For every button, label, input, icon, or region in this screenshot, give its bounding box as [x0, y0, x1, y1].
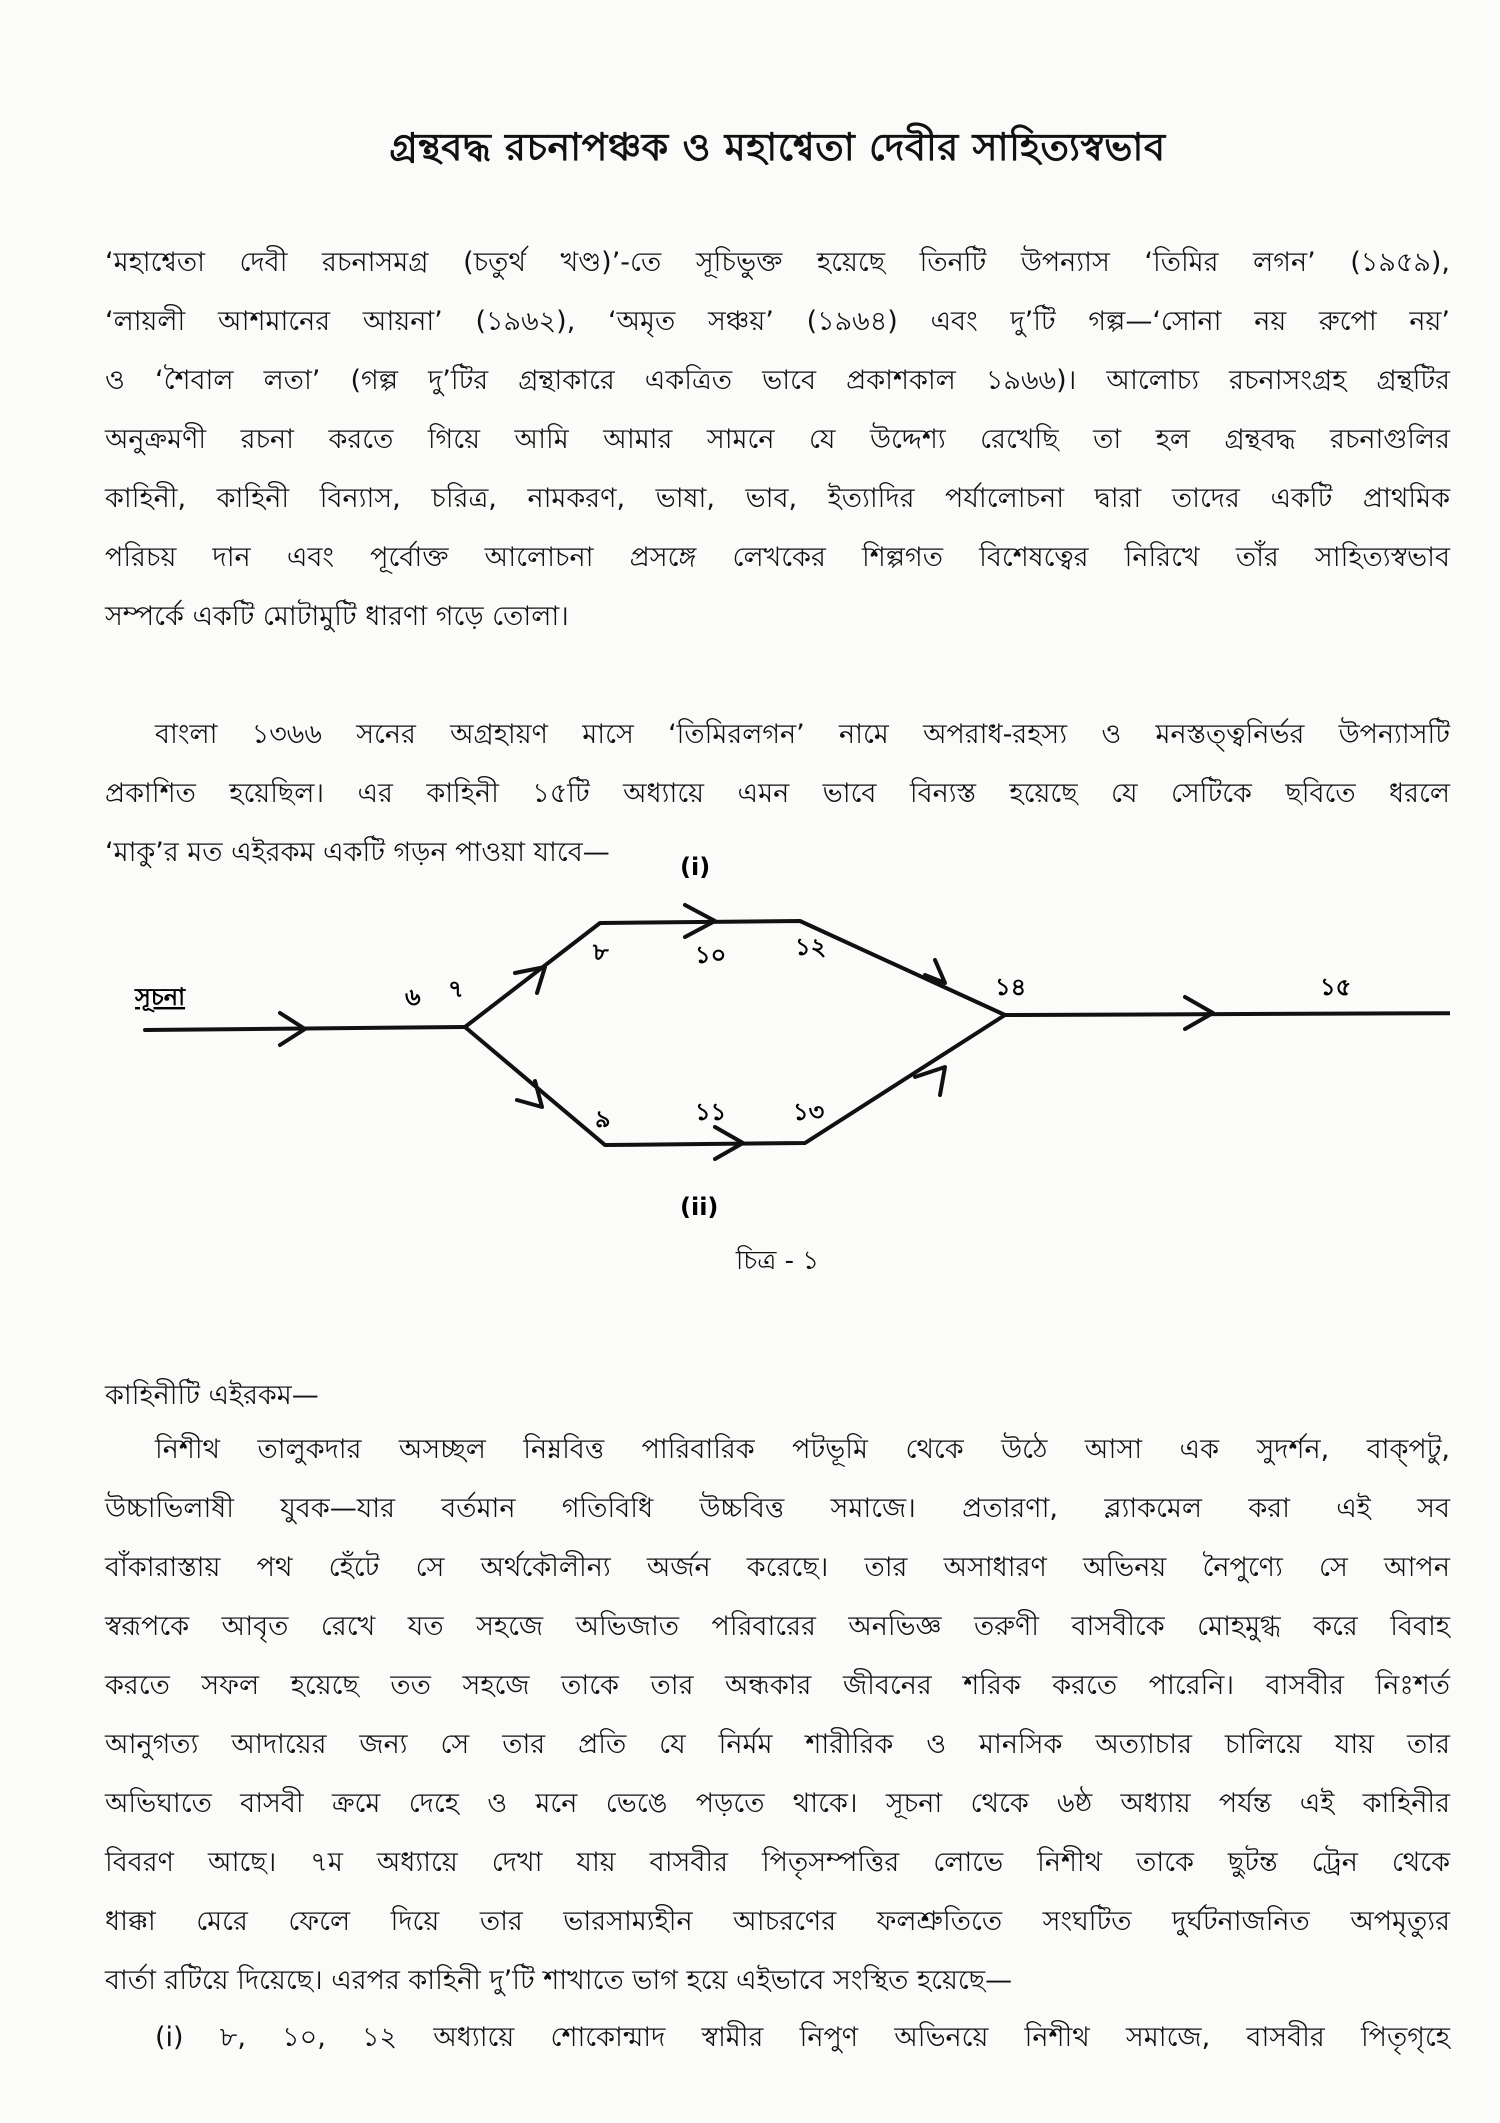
text-line: বাংলা ১৩৬৬ সনের অগ্রহায়ণ মাসে ‘তিমিরলগন’ নামে অপরাধ-রহস্য ও মনস্তত্ত্বনির্ভর উপন্যাসটি [155, 719, 1450, 750]
text-line: সম্পর্কে একটি মোটামুটি ধারণা গড়ে তোলা। [105, 601, 569, 632]
text-line: স্বরূপকে আবৃত রেখে যত সহজে অভিজাত পরিবারের অনভিজ্ঞ তরুণী বাসবীকে মোহমুগ্ধ করে বিবাহ [105, 1611, 1450, 1642]
edge-end [1005, 1013, 1450, 1015]
text-line: করতে সফল হয়েছে তত সহজে তাকে তার অন্ধকার জীবনের শরিক করতে পারেনি। বাসবীর নিঃশর্ত [105, 1670, 1450, 1701]
node-7: ৭ [448, 975, 464, 1003]
text-line: ‘মহাশ্বেতা দেবী রচনাসমগ্র (চতুর্থ খণ্ড)’-তে সূচিভুক্ত হয়েছে তিনটি উপন্যাস ‘তিমির লগন’ (১৯৫৯), [105, 247, 1450, 278]
text-line: বিবরণ আছে। ৭ম অধ্যায়ে দেখা যায় বাসবীর পিতৃসম্পত্তির লোভে নিশীথ তাকে ছুটন্ত ট্রেন থেকে [105, 1847, 1450, 1878]
text-line: আনুগত্য আদায়ের জন্য সে তার প্রতি যে নির্মম শারীরিক ও মানসিক অত্যাচার চালিয়ে যায় তার [105, 1729, 1450, 1760]
paragraph-branch-i [105, 2008, 1450, 2067]
text-line: বার্তা রটিয়ে দিয়েছে। এরপর কাহিনী দু’টি শাখাতে ভাগ হয়ে এইভাবে সংস্থিত হয়েছে— [105, 1965, 1013, 1996]
text-line: বাঁকারাস্তায় পথ হেঁটে সে অর্থকৌলীন্য অর্জন করেছে। তার অসাধারণ অভিনয় নৈপুণ্যে সে আপন [105, 1552, 1450, 1583]
text-line: ও ‘শৈবাল লতা’ (গল্প দু’টির গ্রন্থাকারে একত্রিত ভাবে প্রকাশকাল ১৯৬৬)। আলোচ্য রচনাসংগ্রহ গ্রন্থটির [105, 365, 1450, 396]
paragraph-intro [105, 233, 1450, 646]
arrow-icon [517, 1081, 542, 1107]
node-12: ১২ [795, 933, 827, 961]
text-line: (i) ৮, ১০, ১২ অধ্যায়ে শোকোন্মাদ স্বামীর নিপুণ অভিনয়ে নিশীথ সমাজে, বাসবীর পিতৃগৃহে [155, 2022, 1450, 2053]
text-line: অভিঘাতে বাসবী ক্রমে দেহে ও মনে ভেঙে পড়তে থাকে। সূচনা থেকে ৬ষ্ঠ অধ্যায় পর্যন্ত এই কাহিনীর [105, 1788, 1450, 1819]
node-15: ১৫ [1320, 973, 1352, 1001]
story-subheading: কাহিনীটি এইরকম— [105, 1380, 319, 1411]
text-line: ‘মাকু’র মত এইরকম একটি গড়ন পাওয়া যাবে— [105, 837, 610, 868]
text-line: নিশীথ তালুকদার অসচ্ছল নিম্নবিত্ত পারিবারিক পটভূমি থেকে উঠে আসা এক সুদর্শন, বাক্‌পটু, [155, 1434, 1450, 1465]
chapter-structure-diagram [105, 845, 1450, 1225]
node-13: ১৩ [793, 1098, 825, 1126]
node-9: ৯ [595, 1105, 611, 1133]
node-14: ১৪ [995, 973, 1027, 1001]
text-line: ‘লায়লী আশমানের আয়না’ (১৯৬২), ‘অমৃত সঞ্চয়’ (১৯৬৪) এবং দু’টি গল্প—‘সোনা নয় রুপো নয়’ [105, 306, 1450, 337]
branch-upper-label: (i) [680, 853, 711, 881]
diagram-start-label: সূচনা [135, 983, 186, 1011]
text-line: উচ্চাভিলাষী যুবক—যার বর্তমান গতিবিধি উচ্চবিত্ত সমাজে। প্রতারণা, ব্ল্যাকমেল করা এই সব [105, 1493, 1450, 1524]
branch-lower-label: (ii) [680, 1193, 719, 1221]
text-line: পরিচয় দান এবং পূর্বোক্ত আলোচনা প্রসঙ্গে লেখকের শিল্পগত বিশেষত্বের নিরিখে তাঁর সাহিত্যস্বভাব [105, 542, 1450, 573]
edge-lower-branch [465, 1015, 1005, 1145]
text-line: কাহিনী, কাহিনী বিন্যাস, চরিত্র, নামকরণ, ভাষা, ভাব, ইত্যাদির পর্যালোচনা দ্বারা তাদের একটি প্রাথমিক [105, 483, 1450, 514]
figure-caption: চিত্র - ১ [735, 1246, 820, 1276]
text-line: অনুক্রমণী রচনা করতে গিয়ে আমি আমার সামনে যে উদ্দেশ্য রেখেছি তা হল গ্রন্থবদ্ধ রচনাগুলির [105, 424, 1450, 455]
node-11: ১১ [695, 1098, 727, 1126]
diagram-svg [105, 845, 1450, 1225]
node-10: ১০ [695, 941, 727, 969]
node-6: ৬ [405, 983, 421, 1011]
text-line: ধাক্কা মেরে ফেলে দিয়ে তার ভারসাম্যহীন আচরণের ফলশ্রুতিতে সংঘটিত দুর্ঘটনাজনিত অপমৃত্যুর [105, 1906, 1450, 1937]
page-title: গ্রন্থবদ্ধ রচনাপঞ্চক ও মহাশ্বেতা দেবীর সাহিত্যস্বভাব [389, 125, 1166, 169]
paragraph-story [105, 1420, 1450, 2010]
node-8: ৮ [593, 938, 609, 966]
text-line: প্রকাশিত হয়েছিল। এর কাহিনী ১৫টি অধ্যায়ে এমন ভাবে বিন্যস্ত হয়েছে যে সেটিকে ছবিতে ধরলে [105, 778, 1450, 809]
